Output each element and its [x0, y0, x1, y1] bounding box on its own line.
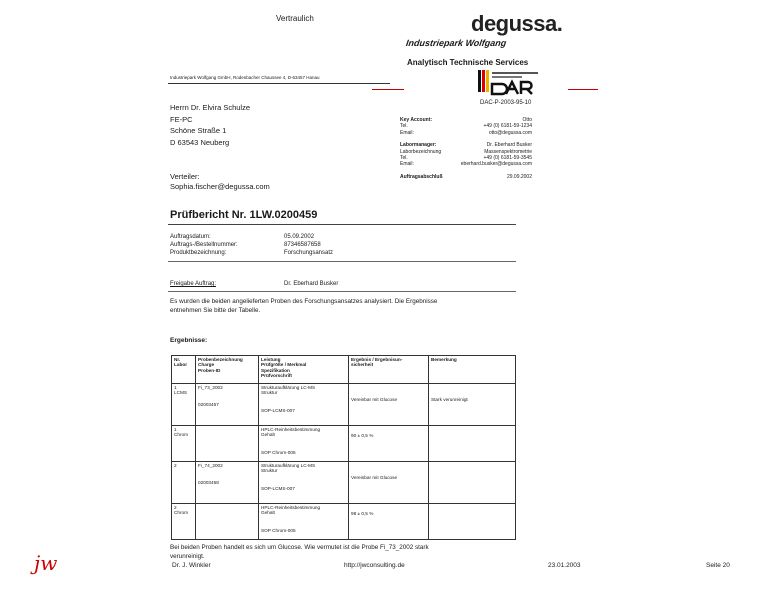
table-header-row [172, 356, 516, 384]
product-value: Forschungsansatz [284, 249, 334, 256]
confidential-label: Vertraulich [276, 14, 314, 23]
order-close-value: 29.09.2002 [506, 173, 532, 180]
subbrand-logo: Industriepark Wolfgang [405, 38, 508, 48]
lab-manager-value: Dr. Eberhard Busker [486, 142, 532, 149]
intro-text: Es wurden die beiden angelieferten Proben des Forschungsansatzes analysiert. Die Ergebnisse entnehmen Sie bitte der Tabelle. [170, 298, 438, 314]
column-header: Ergebnis / Ergebnisun- sicherheit [349, 356, 429, 384]
table-cell: Fi_73_2002 02003457 [196, 384, 259, 426]
sender-address-line: Industriepark Wolfgang GmbH, Rodenbacher Chaussee 4, D-63457 Hanau [170, 75, 320, 80]
footer-date: 23.01.2003 [548, 562, 581, 569]
account-label: Key Account: [400, 117, 433, 123]
table-cell: 2 Chrom [172, 504, 196, 540]
release-label: Freigabe Auftrag: [170, 281, 217, 287]
distribution-label: Verteiler: [170, 172, 200, 181]
table-cell [429, 504, 516, 540]
table-row [172, 384, 516, 426]
footer-url[interactable]: http://jwconsulting.de [344, 562, 405, 569]
results-table [171, 355, 516, 540]
recipient-name: Herrn Dr. Elvira Schulze [170, 103, 251, 112]
email-label: Email: [400, 129, 414, 136]
table-cell: Strukturaufklärung LC-MS Struktur SOP-LCMS-007 [259, 384, 349, 426]
footer-page-number: Seite 20 [706, 562, 730, 569]
table-cell [196, 426, 259, 462]
column-header: Probenbezeichnung Charge Proben-ID [196, 356, 259, 384]
results-heading: Ergebnisse: [170, 337, 208, 344]
accent-rule-left [372, 89, 404, 90]
table-cell: 98 ± 0,5 % [349, 504, 429, 540]
table-cell: Stark verunreinigt [429, 384, 516, 426]
table-cell: Vereinbar mit Glucose [349, 462, 429, 504]
email-label: Email: [400, 161, 414, 168]
order-date-value: 05.09.2002 [284, 234, 315, 240]
recipient-department: FE-PC [170, 114, 193, 124]
distribution-email: Sophia.fischer@degussa.com [170, 181, 270, 191]
order-no-value: 87346587658 [284, 241, 321, 248]
tel-label: Tel. [400, 155, 408, 162]
table-cell: 2 [172, 462, 196, 504]
order-no-label: Auftrags-/Bestellnummer: [170, 241, 238, 248]
company-logo: degussa. [471, 11, 563, 36]
table-cell: Vereinbar mit Glucose [349, 384, 429, 426]
lab-manager-label: Labormanager: [400, 142, 437, 149]
recipient-address [170, 102, 250, 148]
table-cell: 1 LCMS [172, 384, 196, 426]
recipient-street: Schöne Straße 1 [170, 126, 227, 135]
contact-row [400, 174, 532, 180]
release-value: Dr. Eberhard Busker [284, 281, 339, 287]
divider [168, 83, 390, 84]
report-title: Prüfbericht Nr. 1LW.0200459 [170, 209, 318, 221]
order-date-label: Auftragsdatum: [170, 234, 211, 240]
order-close-label: Auftragsabschluß [400, 173, 443, 180]
email-value: otto@degussa.com [488, 129, 532, 136]
column-header: Nr. Labor [172, 356, 196, 384]
table-cell: Strukturaufklärung LC-MS Struktur SOP-LCMS-007 [259, 462, 349, 504]
table-row [172, 426, 516, 462]
recipient-city: D 63543 Neuberg [170, 137, 230, 147]
table-cell [196, 504, 259, 540]
tel-value: +49 (0) 6181-59-1234 [483, 123, 532, 130]
tel-label: Tel. [400, 123, 408, 130]
table-cell [429, 462, 516, 504]
table-cell: 1 Chrom [172, 426, 196, 462]
table-row [172, 462, 516, 504]
lab-desc-value: Massenspektrometrie [484, 148, 532, 155]
table-row [172, 504, 516, 540]
divider [168, 261, 516, 262]
contact-info [400, 117, 532, 180]
jw-logo: jw [34, 551, 58, 575]
order-meta [170, 234, 333, 257]
distribution-block [170, 172, 270, 191]
lab-desc-label: Laborbezeichnung [400, 148, 442, 155]
release-row [170, 281, 338, 287]
email-value: eberhard.busker@degussa.com [460, 161, 532, 168]
divider [168, 224, 516, 225]
table-cell: Fi_74_2002 02003458 [196, 462, 259, 504]
table-cell: HPLC-Reinheitsbestimmung Gehalt SOP Chrom-005 [259, 504, 349, 540]
conclusion-text: Bei beiden Proben handelt es sich um Glucose. Wie vermutet ist die Probe Fi_73_2002 stark verunreinigt. [170, 544, 429, 560]
department-name: Analytisch Technische Services [407, 58, 529, 67]
accent-rule-right [568, 89, 598, 90]
column-header: Bemerkung [429, 356, 516, 384]
account-value: Otto [522, 117, 532, 123]
table-cell: 90 ± 0,5 % [349, 426, 429, 462]
product-label: Produktbezeichnung: [170, 249, 227, 256]
accreditation-logo-icon [476, 68, 540, 102]
table-cell: HPLC-Reinheitsbestimmung Gehalt SOP Chrom-005 [259, 426, 349, 462]
accreditation-code: DAC-P-2003-95-10 [480, 100, 532, 106]
footer-author: Dr. J. Winkler [172, 562, 211, 569]
tel-value: +49 (0) 6181-59-3545 [483, 155, 532, 162]
divider [168, 291, 516, 292]
table-cell [429, 426, 516, 462]
column-header: Leistung Prüfgröße / Merkmal Spezifikation Prüfvorschrift [259, 356, 349, 384]
